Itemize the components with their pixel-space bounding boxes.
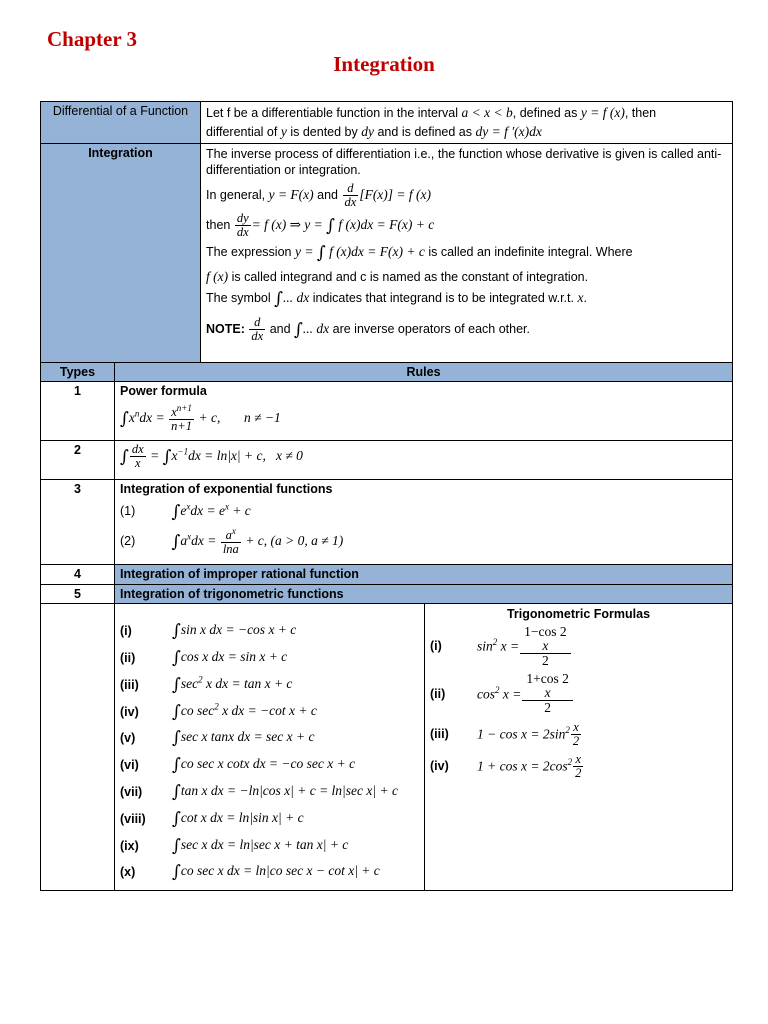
types-header: Types — [41, 362, 115, 382]
definition-differential: Let f be a differentiable function in the interval a < x < b, defined as y = f (x), then differential of y is dented by dy and is defined as dy = f ′(x)dx — [201, 102, 733, 144]
trig-integral-6: (vi) ∫co sec x cotx dx = −co sec x + c — [120, 755, 356, 776]
rule-label: (ii) — [120, 651, 136, 666]
text-fragment: In general, — [206, 187, 266, 202]
rule-label: (i) — [430, 639, 442, 654]
type-row-2 — [41, 441, 733, 480]
type-title: Integration of improper rational function — [115, 565, 733, 585]
type-rule: ∫ $\frac{dx}{x}$ = $\int x^{-1}dx = \ln|x| + c$, x ≠ 0 — [115, 441, 733, 480]
rule-label: (iii) — [120, 677, 139, 692]
rule-label: (x) — [120, 865, 136, 880]
text-fragment: is called integrand and c is named as the constant of integration. — [231, 269, 589, 284]
rule-label: (i) — [120, 624, 132, 639]
rule-label: (iv) — [120, 704, 139, 719]
trig-integral-5: (v) ∫sec x tanx dx = sec x + c — [120, 728, 315, 749]
text-fragment: Let f be a differentiable function in the interval — [206, 106, 459, 120]
type-number: 2 — [41, 441, 115, 480]
type-rule: Power formula $\int x^ndx$ = $\frac{x^{n+1}}{n+1}$ + c, n ≠ −1 — [115, 382, 733, 441]
rule-label: (iii) — [430, 727, 449, 742]
rule-label: (ii) — [430, 686, 446, 701]
text-fragment: The expression — [206, 245, 292, 260]
text-fragment: is called an indefinite integral. Where — [428, 245, 633, 260]
trig-integral-4: (iv) ∫co $\sec^2 x$ dx = −cot x + c — [120, 701, 317, 722]
text-fragment: , then — [624, 106, 657, 120]
rule-label: (vii) — [120, 785, 143, 800]
type-row-4 — [41, 565, 733, 585]
integration-table — [40, 101, 733, 891]
rule-label: (vi) — [120, 758, 139, 773]
text-fragment: The inverse process of differentiation i.e., the function whose derivative is given is called anti-differentiation or integration. — [206, 146, 722, 178]
rule-label: (ix) — [120, 838, 139, 853]
chapter-heading: Chapter 3 — [47, 27, 138, 51]
trig-integral-7: (vii) ∫tan x dx = −ln|cos x| + c = ln|sec x| + c — [120, 782, 398, 803]
text-fragment: and is defined as — [377, 124, 472, 139]
trig-formula-3: (iii) $1 - \cos x = 2\sin^2$ $\frac{x}{2}$ — [430, 719, 580, 748]
trig-formula-2: (ii) $\cos^2 x$ = 1+cos 2 x 2 — [430, 672, 727, 716]
rule-label: (iv) — [430, 759, 449, 774]
trig-formulas-title: Trigonometric Formulas — [506, 607, 651, 622]
trig-integral-1: (i) ∫sin x dx = −cos x + c — [120, 621, 297, 642]
trig-formula-1: (i) $\sin^2 x$ = 1−cos 2 x 2 — [430, 625, 727, 669]
text-fragment: The symbol — [206, 291, 271, 306]
text-fragment: is dented by — [290, 124, 358, 139]
rule-label: (viii) — [120, 811, 146, 826]
trig-row — [41, 604, 733, 891]
trig-formulas — [425, 604, 733, 891]
trig-integral-10: (x) ∫co sec x dx = ln|co sec x − cot x| + c — [120, 862, 380, 883]
type-title: Integration of trigonometric functions — [115, 584, 733, 604]
definition-row-differential — [41, 102, 733, 144]
type-row-1 — [41, 382, 733, 441]
text-fragment: are inverse operators of each other. — [332, 321, 530, 336]
text-fragment: indicates that integrand is to be integrated w.r.t. — [312, 291, 574, 306]
trig-integral-9: (ix) ∫sec x dx = ln|sec x + tan x| + c — [120, 835, 349, 856]
rules-header-row — [41, 362, 733, 382]
note-label: NOTE: — [206, 321, 245, 336]
type-row-5 — [41, 584, 733, 604]
text-fragment: and — [317, 187, 339, 202]
rule-label: (1) — [120, 503, 136, 518]
type-title: Integration of exponential functions — [120, 482, 333, 497]
trig-integrals — [115, 604, 425, 891]
rule-label: (2) — [120, 534, 136, 549]
type-number: 4 — [41, 565, 115, 585]
text-fragment: and — [269, 321, 291, 336]
type-rule: Integration of exponential functions (1) $\int e^xdx = e^x + c$ (2) $\int a^xdx$ = $\frac{a^x}{\ln a}$ + c, (a > 0, a ≠ 1) — [115, 480, 733, 565]
rules-header: Rules — [115, 362, 733, 382]
definition-integration: The inverse process of differentiation i.e., the function whose derivative is given is called anti-differentiation or integration. In general, y = F(x) and $\frac{d}{dx}$ [F(x)] = f (x) then $\frac{dy}{dx}$ = f (x) ⇒ y = ∫ f (x)dx = F(x) + c The expression y = ∫ f (x)dx = F(x) + c is called an indefinite integral. Where f (x) is called integrand and c is named as the constant of integration. The symbol ∫... dx indicates that integrand is to be integrated w.r.t. x. NOTE: $\frac{d}{dx}$ and ∫... dx are inverse operators of each other. — [201, 143, 733, 362]
page-title: Integration — [333, 52, 435, 76]
type-number: 1 — [41, 382, 115, 441]
type-number: 5 — [41, 584, 115, 604]
term-differential: Differential of a Function — [41, 102, 201, 144]
trig-integral-8: (viii) ∫cot x dx = ln|sin x| + c — [120, 808, 304, 829]
type-row-3 — [41, 480, 733, 565]
type-number: 3 — [41, 480, 115, 565]
trig-formula-4: (iv) $1 + \cos x = 2\cos^2$ $\frac{x}{2}$ — [430, 751, 582, 781]
trig-integral-2: (ii) ∫cos x dx = sin x + c — [120, 648, 288, 669]
rule-label: (v) — [120, 731, 136, 746]
empty-cell — [41, 604, 115, 891]
text-fragment: , defined as — [512, 106, 578, 120]
definition-row-integration — [41, 143, 733, 362]
term-integration: Integration — [41, 143, 201, 362]
trig-integral-3: (iii) $\int\sec^2$ x dx = tan x + c — [120, 674, 293, 695]
text-fragment: then — [206, 217, 231, 232]
type-title: Power formula — [120, 384, 207, 399]
text-fragment: differential of — [206, 124, 278, 139]
